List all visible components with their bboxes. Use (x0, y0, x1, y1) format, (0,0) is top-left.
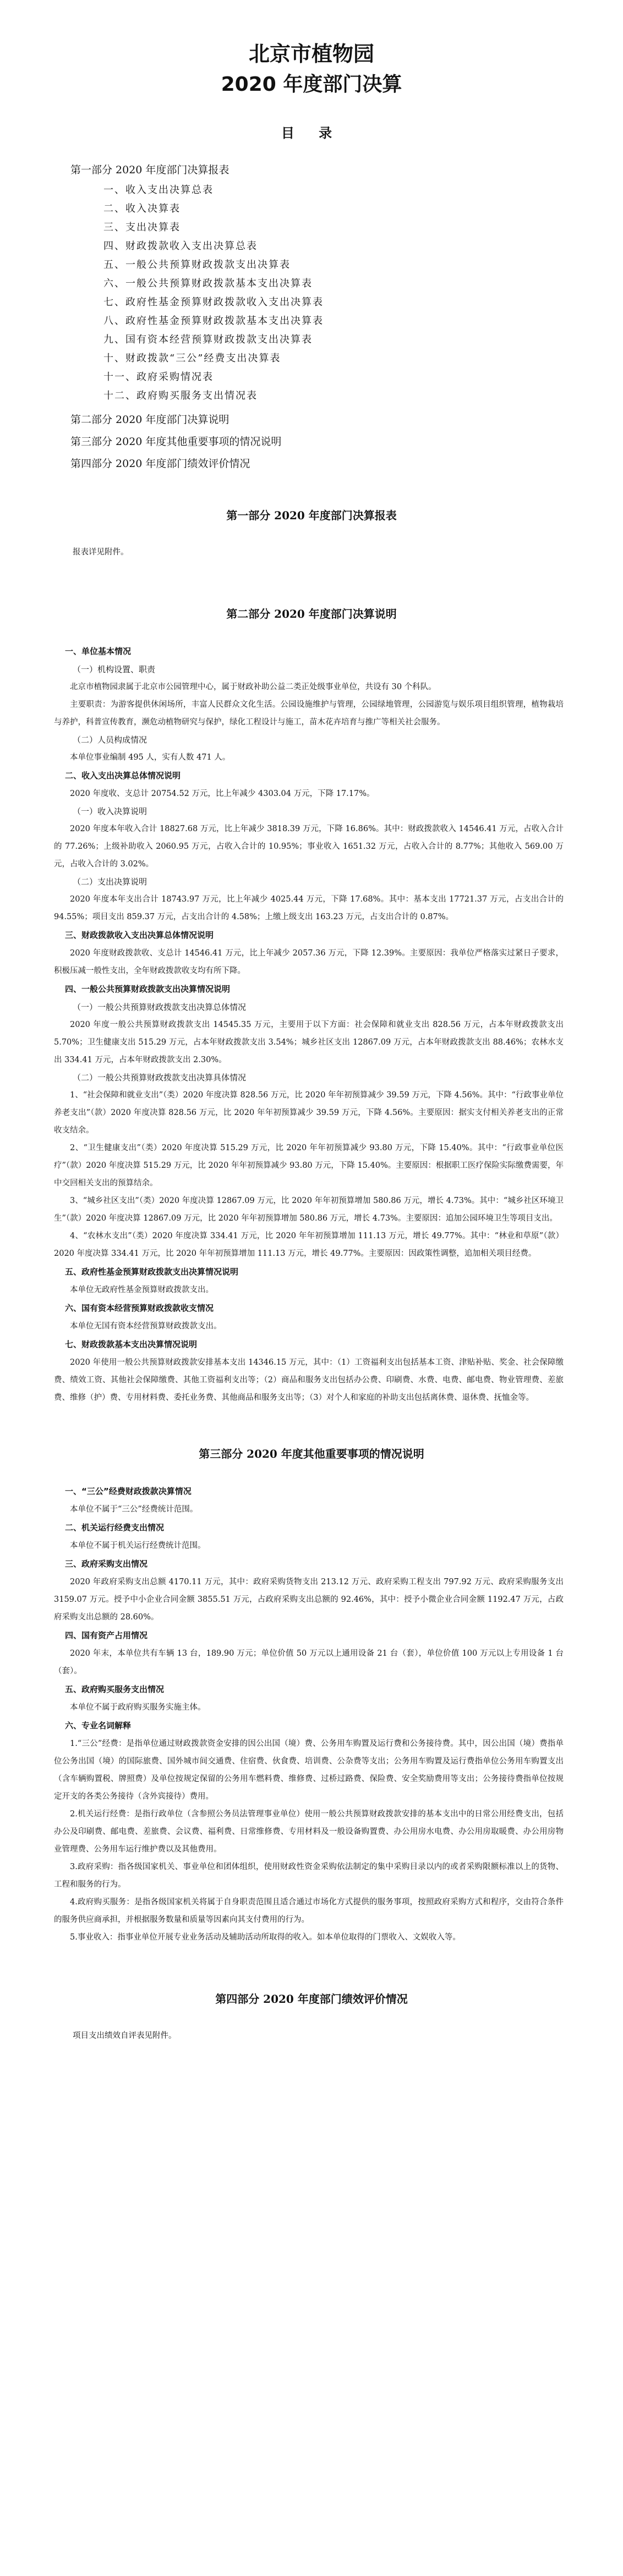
toc-part-3: 第三部分 2020 年度其他重要事项的情况说明 (70, 436, 282, 448)
document-title: 北京市植物园 (248, 42, 374, 66)
paragraph: 5.事业收入：指事业单位开展专业业务活动及辅助活动所取得的收入。如本单位取得的门票收入、文娱收入等。 (70, 1933, 461, 1942)
paragraph: 2020 年末，本单位共有车辆 13 台，189.90 万元；单位价值 50 万元以上通用设备 21 台（套），单位价值 100 万元以上专用设备 1 台（套）。 (54, 1649, 564, 1676)
section-heading: 一、“三公”经费财政拨款决算情况 (65, 1486, 192, 1496)
table-of-contents (48, 122, 575, 475)
section-heading: 五、政府性基金预算财政拨款支出决算情况说明 (65, 1267, 239, 1277)
subsection-heading: （二）支出决算说明 (73, 877, 147, 887)
section-heading: 四、一般公共预算财政拨款支出决算情况说明 (65, 984, 231, 994)
paragraph: 2020 年使用一般公共预算财政拨款安排基本支出 14346.15 万元，其中：（1）工资福利支出包括基本工资、津贴补贴、奖金、社会保障缴费、绩效工资、其他社会保障缴费、其他工资福利支出等；（2）商品和服务支出包括办公费、印刷费、水费、电费、邮电费、物业管理费、差旅费、维修（护）费、专用材料费、委托业务费、其他商品和服务支出等；（3）对个人和家庭的补助支出包括离休费、退休费、抚恤金等。 (54, 1358, 564, 1402)
paragraph: 本单位无政府性基金预算财政拨款支出。 (70, 1286, 214, 1294)
toc-item: 十一、政府采购情况表 (103, 371, 214, 383)
section-heading: 七、财政拨款基本支出决算情况说明 (65, 1339, 198, 1349)
part4-title: 第四部分 2020 年度部门绩效评价情况 (215, 1992, 408, 2006)
toc-item: 七、政府性基金预算财政拨款收入支出决算表 (103, 296, 324, 308)
paragraph: 本单位不属于机关运行经费统计范围。 (70, 1541, 206, 1550)
paragraph: 1.“三公”经费：是指单位通过财政拨款资金安排的因公出国（境）费、公务用车购置及运行费和公务接待费。其中，因公出国（境）费指单位公务出国（境）的国际旅费、国外城市间交通费、住宿费、伙食费、培训费、公杂费等支出；公务用车购置及运行费指单位公务用车购置支出（含车辆购置税、牌照费）及单位按规定保留的公务用车燃料费、维修费、过桥过路费、保险费、安全奖励费用等支出；公务接待费指单位按规定开支的各类公务接待（含外宾接待）费用。 (54, 1739, 564, 1801)
toc-part-1: 第一部分 2020 年度部门决算报表 (70, 164, 229, 176)
toc-title: 目 录 (281, 125, 342, 141)
paragraph: 4、“农林水支出”（类）2020 年度决算 334.41 万元，比 2020 年年初预算增加 111.13 万元，增长 49.77%。其中：“林业和草原”（款）2020 年度决算 334.41 万元，比 2020 年年初预算增加 111.13 万元，增长 49.77%。主要原因：因政策性调整，追加相关项目经费。 (54, 1232, 564, 1258)
section-heading: 二、机关运行经费支出情况 (65, 1523, 165, 1533)
paragraph: 1、“社会保障和就业支出”（类）2020 年度决算 828.56 万元，比 2020 年年初预算减少 39.59 万元，下降 4.56%。其中：“行政事业单位养老支出”（款）2020 年度决算 828.56 万元，比 2020 年年初预算减少 39.59 万元，下降 4.56%。主要原因：据实支付相关养老支出的正常收支结余。 (54, 1091, 564, 1135)
toc-item: 九、国有资本经营预算财政拨款支出决算表 (103, 334, 313, 345)
paragraph: 主要职责：为游客提供休闲场所，丰富人民群众文化生活。公园设施维护与管理，公园绿地管理，公园游览与娱乐项目组织管理，植物栽培与养护，科普宣传教育，濒危动植物研究与保护，绿化工程设计与施工，苗木花卉培育与推广等相关社会服务。 (54, 700, 564, 727)
paragraph: 2020 年度一般公共预算财政拨款支出 14545.35 万元，主要用于以下方面：社会保障和就业支出 828.56 万元，占本年财政拨款支出 5.70%；卫生健康支出 515.29 万元，占本年财政拨款支出 3.54%；城乡社区支出 12867.09 万元，占本年财政拨款支出 88.46%；农林水支出 334.41 万元，占本年财政拨款支出 2.30%。 (54, 1020, 564, 1064)
paragraph: 3、“城乡社区支出”（类）2020 年度决算 12867.09 万元，比 2020 年年初预算增加 580.86 万元，增长 4.73%。其中：“城乡社区环境卫生”（款）2020 年度决算 12867.09 万元，比 2020 年年初预算增加 580.86 万元，增长 4.73%。主要原因：追加公园环境卫生等项目支出。 (54, 1196, 564, 1223)
paragraph: 本单位事业编制 495 人，实有人数 471 人。 (70, 753, 231, 762)
toc-part-4: 第四部分 2020 年度部门绩效评价情况 (70, 458, 250, 470)
part1-text: 报表详见附件。 (73, 548, 129, 557)
paragraph: 4.政府购买服务：是指各级国家机关将属于自身职责范围且适合通过市场化方式提供的服务事项，按照政府采购方式和程序，交由符合条件的服务供应商承担，并根据服务数量和质量等因素向其支付费用的行为。 (54, 1898, 564, 1924)
paragraph: 本单位不属于“三公”经费统计范围。 (70, 1505, 198, 1514)
section-heading: 六、国有资本经营预算财政拨款收支情况 (65, 1303, 214, 1313)
part4-text: 项目支出绩效自评表见附件。 (73, 2031, 177, 2040)
toc-item: 四、财政拨款收入支出决算总表 (103, 240, 258, 252)
section-heading: 二、收入支出决算总体情况说明 (65, 771, 181, 781)
document-subtitle: 2020 年度部门决算 (221, 73, 402, 96)
subsection-heading: （二）人员构成情况 (73, 735, 147, 745)
toc-part-2: 第二部分 2020 年度部门决算说明 (70, 414, 229, 426)
section-heading: 五、政府购买服务支出情况 (65, 1684, 165, 1694)
toc-item: 八、政府性基金预算财政拨款基本支出决算表 (103, 315, 324, 327)
toc-item: 六、一般公共预算财政拨款基本支出决算表 (103, 278, 313, 289)
part3-title: 第三部分 2020 年度其他重要事项的情况说明 (199, 1447, 424, 1460)
part2-title: 第二部分 2020 年度部门决算说明 (226, 607, 397, 620)
paragraph: 2020 年度本年支出合计 18743.97 万元，比上年减少 4025.44 万元，下降 17.68%。其中：基本支出 17721.37 万元，占支出合计的 94.55%；项目支出 859.37 万元，占支出合计的 4.58%；上缴上级支出 163.23 万元，占支出合计的 0.87%。 (54, 895, 564, 921)
subsection-heading: （一）收入决算说明 (73, 806, 147, 816)
paragraph: 本单位无国有资本经营预算财政拨款支出。 (70, 1322, 222, 1331)
section-heading: 三、政府采购支出情况 (65, 1559, 148, 1569)
toc-item: 十、财政拨款“三公”经费支出决算表 (103, 353, 281, 364)
section-heading: 四、国有资产占用情况 (65, 1630, 148, 1640)
paragraph: 2、“卫生健康支出”（类）2020 年度决算 515.29 万元，比 2020 年年初预算减少 93.80 万元，下降 15.40%。其中：“行政事业单位医疗”（款）2020 年度决算 515.29 万元，比 2020 年年初预算减少 93.80 万元，下降 15.40%。主要原因：根据职工医疗保险实际缴费需要，年中交回相关支出的预算结余。 (54, 1144, 564, 1188)
paragraph: 2020 年度本年收入合计 18827.68 万元，比上年减少 3818.39 万元，下降 16.86%。其中：财政拨款收入 14546.41 万元，占收入合计的 77.26%；上级补助收入 2060.95 万元，占收入合计的 10.95%；事业收入 1651.32 万元，占收入合计的 8.77%；其他收入 569.00 万元，占收入合计的 3.02%。 (54, 825, 564, 869)
paragraph: 2.机关运行经费：是指行政单位（含参照公务员法管理事业单位）使用一般公共预算财政拨款安排的基本支出中的日常公用经费支出，包括办公及印刷费、邮电费、差旅费、会议费、福利费、日常维修费、专用材料及一般设备购置费、办公用房水电费、办公用房取暖费、办公用房物业管理费、公务用车运行维护费以及其他费用。 (54, 1810, 564, 1854)
toc-item: 十二、政府购买服务支出情况表 (103, 390, 258, 402)
paragraph: 2020 年度财政拨款收、支总计 14546.41 万元，比上年减少 2057.36 万元，下降 12.39%。主要原因：我单位严格落实过紧日子要求，积极压减一般性支出，全年财政拨款收支均有所下降。 (54, 949, 564, 975)
paragraph: 本单位不属于政府购买服务实施主体。 (70, 1703, 206, 1712)
subsection-heading: （一）机构设置、职责 (73, 664, 156, 674)
toc-item: 一、收入支出决算总表 (103, 184, 214, 196)
toc-item: 三、支出决算表 (103, 222, 181, 233)
toc-item: 二、收入决算表 (103, 203, 181, 215)
paragraph: 北京市植物园隶属于北京市公园管理中心，属于财政补助公益二类正处级事业单位，共设有 30 个科队。 (70, 683, 436, 691)
paragraph: 2020 年政府采购支出总额 4170.11 万元，其中：政府采购货物支出 213.12 万元、政府采购工程支出 797.92 万元、政府采购服务支出 3159.07 万元。授予中小企业合同金额 3855.51 万元，占政府采购支出总额的 92.46%，其中：授予小微企业合同金额 1192.47 万元，占政府采购支出总额的 28.60%。 (54, 1578, 564, 1622)
subsection-heading: （二）一般公共预算财政拨款支出决算具体情况 (73, 1073, 247, 1083)
subsection-heading: （一）一般公共预算财政拨款支出决算总体情况 (73, 1002, 247, 1012)
part1-title: 第一部分 2020 年度部门决算报表 (226, 509, 397, 522)
section-heading: 一、单位基本情况 (65, 646, 132, 656)
paragraph: 3.政府采购：指各级国家机关、事业单位和团体组织，使用财政性资金采购依法制定的集中采购目录以内的或者采购限额标准以上的货物、工程和服务的行为。 (54, 1863, 564, 1889)
section-heading: 六、专业名词解释 (65, 1721, 132, 1731)
paragraph: 2020 年度收、支总计 20754.52 万元，比上年减少 4303.04 万元，下降 17.17%。 (70, 789, 375, 798)
section-heading: 三、财政拨款收入支出决算总体情况说明 (65, 930, 214, 940)
toc-item: 五、一般公共预算财政拨款支出决算表 (103, 259, 291, 271)
